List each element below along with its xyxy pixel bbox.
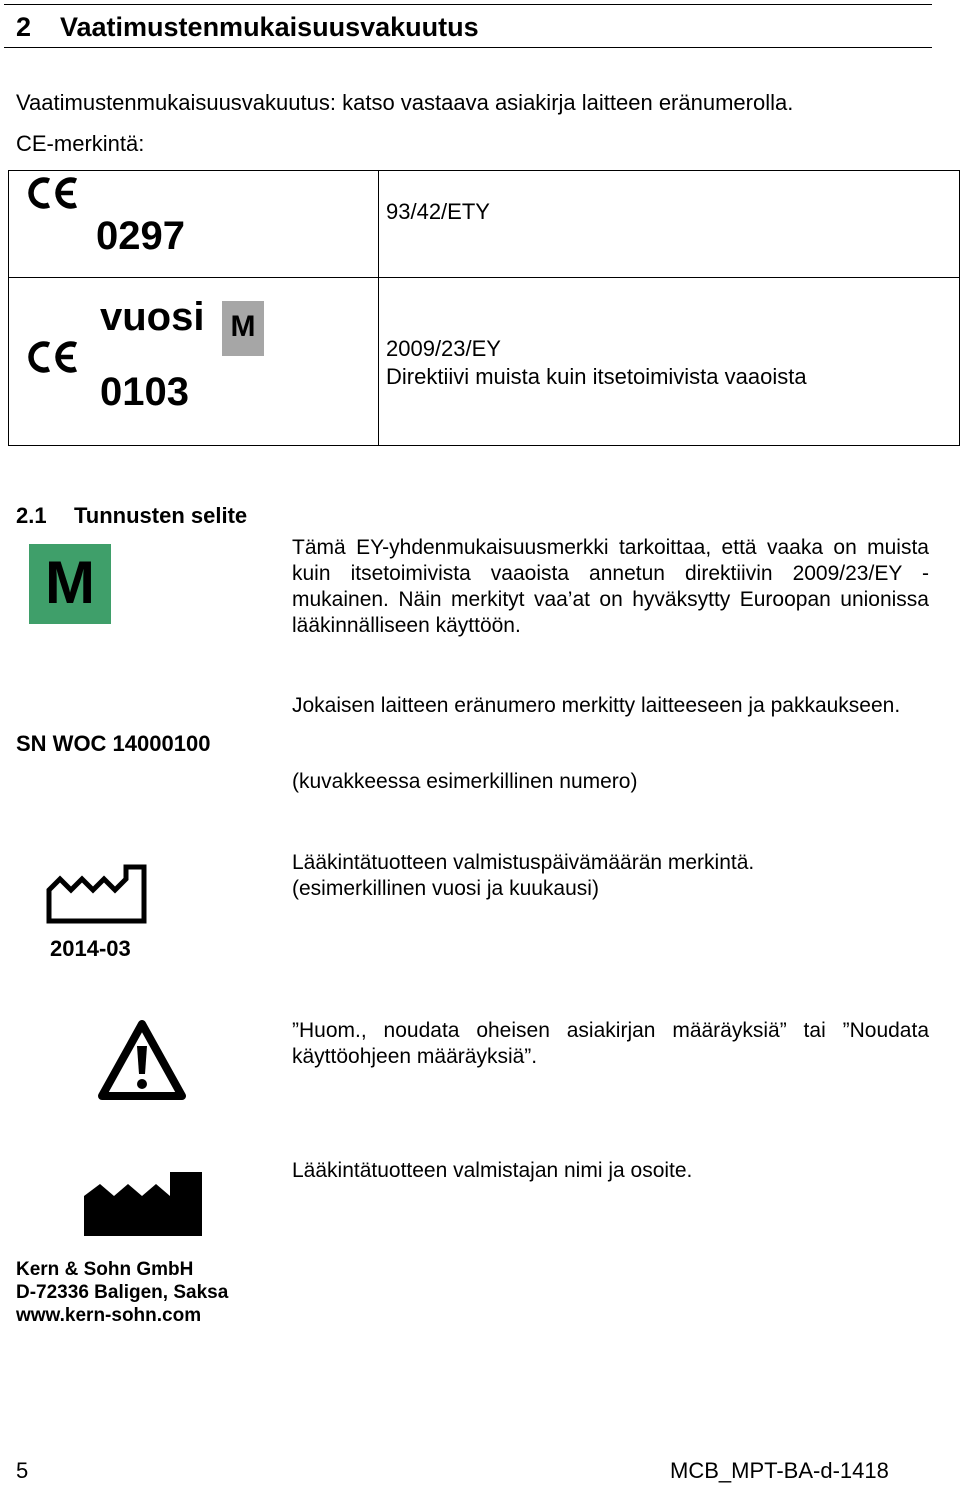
year-label: vuosi	[100, 295, 205, 339]
table-column-divider	[378, 171, 379, 445]
directive-2-description: Direktiivi muista kuin itsetoimivista vaaoista	[386, 364, 807, 389]
subsection-number: 2.1	[16, 503, 47, 528]
document-code: MCB_MPT-BA-d-1418	[670, 1458, 889, 1483]
ce-mark-icon	[24, 176, 80, 210]
manufacture-date-example: 2014-03	[50, 936, 131, 961]
directive-2: 2009/23/EY	[386, 336, 501, 361]
notified-body-number: 0297	[96, 214, 185, 258]
manufacturer-address	[16, 1258, 228, 1327]
metrology-m-icon: M	[222, 301, 264, 356]
serial-number-symbol: SN WOC 14000100	[16, 731, 211, 756]
manufacture-date-description: Lääkintätuotteen valmistuspäivämäärän merkintä.	[292, 851, 755, 874]
ce-mark-icon	[24, 340, 80, 374]
manufacturer-website: www.kern-sohn.com	[16, 1305, 202, 1326]
page-number: 5	[16, 1458, 29, 1483]
warning-icon	[96, 1018, 188, 1102]
manufacture-date-note: (esimerkillinen vuosi ja kuukausi)	[292, 877, 599, 900]
subsection-title: Tunnusten selite	[74, 503, 248, 528]
section-title: Vaatimustenmukaisuusvakuutus	[60, 12, 479, 42]
warning-description: ”Huom., noudata oheisen asiakirjan määräyksiä” tai ”Noudata käyttöohjeen määräyksiä”.	[292, 1019, 929, 1068]
manufacturer-description: Lääkintätuotteen valmistajan nimi ja osoite.	[292, 1159, 693, 1182]
symbol-m-description: Tämä EY-yhdenmukaisuusmerkki tarkoittaa, että vaaka on muista kuin itsetoimivista vaaoista annetun direktiivin 2009/23/EY -mukainen. Näin merkityt vaa’at on hyväksytty Euroopan unionissa lääkinnälliseen käyttöön.	[292, 536, 929, 637]
serial-number-note: (kuvakkeessa esimerkillinen numero)	[292, 770, 638, 793]
metrology-m-icon: M	[29, 544, 111, 624]
section-heading	[4, 4, 932, 48]
declaration-text: Vaatimustenmukaisuusvakuutus: katso vastaava asiakirja laitteen eränumerolla.	[16, 90, 794, 115]
directive-1: 93/42/ETY	[386, 199, 490, 224]
ce-label: CE-merkintä:	[16, 131, 145, 156]
manufacturer-name: Kern & Sohn GmbH	[16, 1259, 194, 1280]
section-number: 2	[16, 12, 32, 42]
serial-number-description: Jokaisen laitteen eränumero merkitty laitteeseen ja pakkaukseen.	[292, 694, 901, 717]
notified-body-number: 0103	[100, 370, 189, 414]
manufacturer-icon	[84, 1170, 204, 1238]
manufacture-date-icon	[46, 862, 148, 924]
manufacturer-street: D-72336 Baligen, Saksa	[16, 1282, 229, 1303]
table-row-divider	[9, 277, 959, 278]
